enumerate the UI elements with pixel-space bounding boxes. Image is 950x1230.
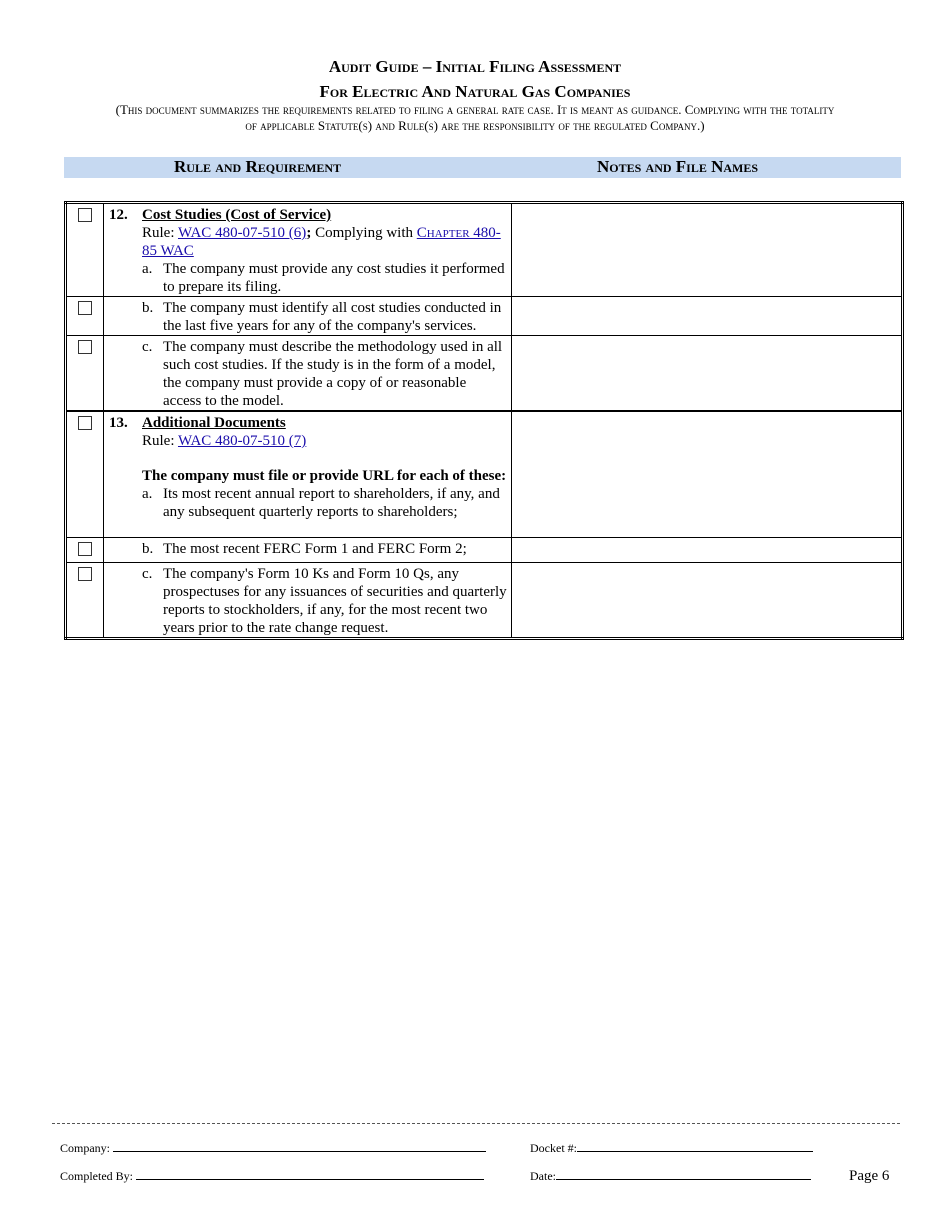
requirement-intro: The company must file or provide URL for each of these: xyxy=(142,468,507,484)
item-number: 12. xyxy=(104,203,139,297)
rule-link[interactable]: WAC 480-07-510 (6) xyxy=(177,225,307,241)
sub-requirement: c. The company must describe the methodology used in all such cost studies. If the study is in the form of a model, the company must provide a copy of or reasonable access to the model. xyxy=(142,339,503,409)
rule-line: Rule: WAC 480-07-510 (7) xyxy=(142,433,307,449)
docket-input[interactable] xyxy=(577,1140,813,1152)
notes-cell[interactable] xyxy=(512,411,903,537)
item-title: Additional Documents xyxy=(142,415,286,431)
column-header-bar xyxy=(64,157,901,178)
column-header-notes: Notes and File Names xyxy=(597,157,759,176)
page-number: Page 6 xyxy=(849,1168,890,1184)
date-input[interactable] xyxy=(556,1168,811,1180)
requirement-cell xyxy=(138,203,512,297)
checkbox-12a[interactable] xyxy=(78,208,92,222)
docket-label: Docket #: xyxy=(530,1141,577,1155)
notes-cell[interactable] xyxy=(512,203,903,297)
table-row xyxy=(66,562,903,638)
completed-by-label: Completed By: xyxy=(60,1169,133,1183)
table-row xyxy=(66,411,903,537)
table-row xyxy=(66,297,903,336)
date-field xyxy=(530,1168,811,1184)
date-label: Date: xyxy=(530,1169,556,1183)
completed-by-field xyxy=(60,1168,484,1184)
table-row xyxy=(66,537,903,562)
footer-divider xyxy=(52,1123,900,1124)
sub-requirement: c. The company's Form 10 Ks and Form 10 Qs, any prospectuses for any issuances of securities and quarterly reports to stockholders, if any, for the most recent two years prior to the rate change request. xyxy=(142,565,507,636)
checkbox-12b[interactable] xyxy=(78,301,92,315)
requirement-cell xyxy=(138,336,512,412)
sub-requirement: a. Its most recent annual report to shareholders, if any, and any subsequent quarterly reports to shareholders; xyxy=(142,486,500,520)
company-input[interactable] xyxy=(113,1140,486,1152)
checkbox-13c[interactable] xyxy=(78,567,92,581)
requirement-cell xyxy=(138,297,512,336)
requirements-table xyxy=(64,201,904,640)
item-title: Cost Studies (Cost of Service) xyxy=(142,207,332,223)
requirement-cell xyxy=(138,411,512,537)
completed-by-input[interactable] xyxy=(136,1168,484,1180)
sub-requirement: b. The company must identify all cost studies conducted in the last five years for any of the company's services. xyxy=(142,300,502,334)
notes-cell[interactable] xyxy=(512,297,903,336)
rule-link[interactable]: WAC 480-07-510 (7) xyxy=(177,433,307,449)
rule-line: Rule: WAC 480-07-510 (6); Complying with Chapter 480-85 WAC xyxy=(142,225,501,259)
notes-cell[interactable] xyxy=(512,562,903,638)
document-title: Audit Guide – Initial Filing Assessment xyxy=(328,57,622,76)
item-number: 13. xyxy=(104,411,139,537)
notes-cell[interactable] xyxy=(512,537,903,562)
chapter-link[interactable]: Chapter 480-85 WAC xyxy=(142,225,501,259)
sub-requirement: b. The most recent FERC Form 1 and FERC Form 2; xyxy=(142,540,467,557)
table-row xyxy=(66,203,903,297)
requirement-cell xyxy=(138,562,512,638)
sub-requirement: a. The company must provide any cost studies it performed to prepare its filing. xyxy=(142,261,505,295)
company-field xyxy=(60,1140,486,1156)
company-label: Company: xyxy=(60,1141,110,1155)
column-header-rule: Rule and Requirement xyxy=(174,157,342,176)
docket-field xyxy=(530,1140,813,1156)
document-note: (This document summarizes the requirements related to filing a general rate case. It is meant as guidance. Complying with the totality of applicable Statute(s) and Rule(s) are the responsibility of the regulated Company.) xyxy=(115,102,835,133)
document-subtitle: For Electric And Natural Gas Companies xyxy=(319,82,631,101)
requirement-cell xyxy=(138,537,512,562)
checkbox-12c[interactable] xyxy=(78,340,92,354)
checkbox-13a[interactable] xyxy=(78,416,92,430)
table-row xyxy=(66,336,903,412)
checkbox-13b[interactable] xyxy=(78,542,92,556)
notes-cell[interactable] xyxy=(512,336,903,412)
